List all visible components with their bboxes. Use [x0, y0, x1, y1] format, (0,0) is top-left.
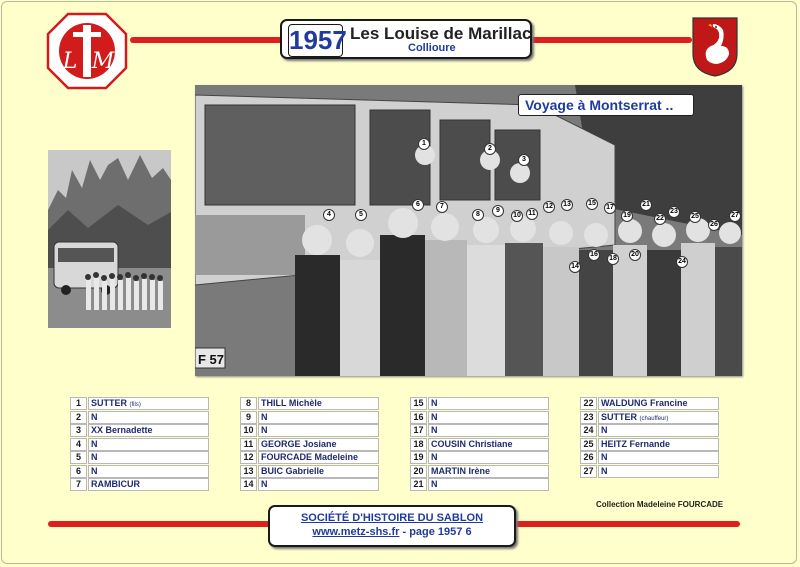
name-row	[70, 451, 209, 464]
person-name: N	[91, 452, 98, 462]
name-number: 20	[410, 465, 427, 478]
names-column-2	[240, 397, 379, 492]
name-number: 16	[410, 411, 427, 424]
name-row	[240, 451, 379, 464]
person-name: BUIC Gabrielle	[261, 465, 325, 476]
name-number: 25	[580, 438, 597, 451]
name-cell	[258, 411, 379, 424]
name-number: 7	[70, 478, 87, 491]
name-cell	[88, 465, 209, 478]
name-number: 4	[70, 438, 87, 451]
name-row	[410, 397, 549, 410]
footer-url-link[interactable]: www.metz-shs.fr	[312, 526, 400, 538]
person-name: XX Bernadette	[91, 425, 153, 435]
name-row	[70, 478, 209, 491]
name-cell	[88, 438, 209, 451]
name-row	[240, 424, 379, 437]
photo-marker-27: 27	[729, 210, 741, 222]
photo-marker-26: 26	[708, 219, 720, 231]
photo-marker-18: 18	[607, 253, 619, 265]
names-column-1	[70, 397, 209, 492]
name-row	[240, 438, 379, 451]
name-number: 21	[410, 478, 427, 491]
person-note: (fils)	[129, 402, 141, 408]
photo-marker-25: 25	[689, 211, 701, 223]
name-cell	[428, 478, 549, 491]
header-line-right	[530, 37, 692, 43]
name-cell	[88, 478, 209, 491]
name-row	[70, 397, 209, 410]
name-number: 14	[240, 478, 257, 491]
name-number: 8	[240, 397, 257, 410]
person-name: WALDUNG Francine	[601, 398, 688, 408]
person-name: N	[601, 465, 608, 476]
photo-marker-7: 7	[436, 201, 448, 213]
photo-marker-23: 23	[668, 206, 680, 218]
photo-marker-20: 20	[629, 249, 641, 261]
photo-marker-19: 19	[621, 210, 633, 222]
name-row	[580, 465, 719, 478]
footer-line-right	[514, 521, 740, 527]
name-row	[580, 438, 719, 451]
person-name: RAMBICUR	[91, 479, 140, 489]
names-column-3	[410, 397, 549, 492]
svg-text:L: L	[62, 49, 78, 74]
name-number: 3	[70, 424, 87, 437]
photo-marker-5: 5	[355, 209, 367, 221]
name-row	[410, 451, 549, 464]
photo-marker-8: 8	[472, 209, 484, 221]
person-name: FOURCADE Madeleine	[261, 452, 359, 462]
name-row	[580, 424, 719, 437]
person-name: N	[91, 465, 98, 476]
name-cell	[598, 424, 719, 437]
photo-marker-17: 17	[604, 202, 616, 214]
name-cell	[88, 424, 209, 437]
photo-marker-21: 21	[640, 199, 652, 211]
name-cell	[428, 465, 549, 478]
footer-box	[268, 505, 516, 547]
person-name: SUTTER	[91, 398, 127, 408]
person-name: N	[91, 411, 98, 422]
name-row	[580, 397, 719, 410]
name-cell	[258, 451, 379, 464]
name-number: 19	[410, 451, 427, 464]
person-name: N	[601, 452, 608, 462]
name-cell	[598, 465, 719, 478]
name-number: 5	[70, 451, 87, 464]
person-name: N	[261, 411, 268, 422]
name-number: 26	[580, 451, 597, 464]
name-cell	[258, 397, 379, 410]
photo-marker-15: 15	[586, 198, 598, 210]
name-number: 2	[70, 411, 87, 424]
photo-marker-1: 1	[418, 138, 430, 150]
name-number: 12	[240, 451, 257, 464]
photo-marker-6: 6	[412, 199, 424, 211]
name-row	[410, 411, 549, 424]
photo-marker-22: 22	[654, 213, 666, 225]
name-number: 17	[410, 424, 427, 437]
name-row	[70, 438, 209, 451]
name-number: 23	[580, 411, 597, 424]
name-number: 15	[410, 397, 427, 410]
name-cell	[88, 411, 209, 424]
name-cell	[258, 424, 379, 437]
name-number: 24	[580, 424, 597, 437]
person-name: N	[431, 479, 438, 489]
name-row	[580, 451, 719, 464]
main-photo	[195, 85, 742, 376]
photo-marker-14: 14	[569, 261, 581, 273]
name-cell	[428, 451, 549, 464]
name-row	[240, 411, 379, 424]
person-name: COUSIN Christiane	[431, 438, 513, 449]
lm-logo	[46, 12, 128, 90]
name-cell	[88, 397, 209, 410]
photo-marker-3: 3	[518, 154, 530, 166]
photo-caption: Voyage à Montserrat ..	[518, 94, 694, 116]
name-cell	[598, 438, 719, 451]
header-line-left	[130, 37, 282, 43]
name-cell	[258, 438, 379, 451]
person-name: N	[261, 425, 268, 435]
name-cell	[598, 451, 719, 464]
photo-marker-12: 12	[543, 201, 555, 213]
bus-plate: F 57	[198, 352, 225, 367]
photo-marker-4: 4	[323, 209, 335, 221]
title-year: 1957	[289, 25, 347, 55]
name-number: 10	[240, 424, 257, 437]
person-name: N	[431, 398, 438, 408]
photo-marker-11: 11	[526, 208, 538, 220]
name-number: 27	[580, 465, 597, 478]
name-cell	[598, 411, 719, 424]
person-name: N	[601, 425, 608, 435]
person-name: N	[431, 425, 438, 435]
photo-marker-16: 16	[588, 249, 600, 261]
name-row	[240, 478, 379, 491]
person-name: N	[91, 438, 98, 449]
person-name: MARTIN Irène	[431, 465, 491, 476]
name-number: 1	[70, 397, 87, 410]
small-photo	[48, 150, 171, 328]
name-cell	[258, 478, 379, 491]
person-name: N	[261, 479, 268, 489]
name-row	[410, 438, 549, 451]
photo-marker-9: 9	[492, 205, 504, 217]
photo-marker-13: 13	[561, 199, 573, 211]
coat-of-arms-icon	[691, 16, 739, 78]
footer-society-link[interactable]: SOCIÉTÉ D'HISTOIRE DU SABLON	[300, 512, 484, 524]
person-note: (chauffeur)	[639, 415, 669, 422]
title-place: Collioure	[408, 42, 456, 54]
svg-text:M: M	[91, 49, 115, 74]
name-number: 18	[410, 438, 427, 451]
name-row	[70, 424, 209, 437]
footer-site-line	[270, 526, 514, 538]
name-number: 11	[240, 438, 257, 451]
name-cell	[428, 424, 549, 437]
photo-marker-10: 10	[511, 210, 523, 222]
name-cell	[258, 465, 379, 478]
person-name: N	[431, 411, 438, 422]
name-number: 22	[580, 397, 597, 410]
names-column-4	[580, 397, 719, 478]
name-number: 6	[70, 465, 87, 478]
name-row	[580, 411, 719, 424]
person-name: GEORGE Josiane	[261, 438, 337, 449]
name-row	[410, 424, 549, 437]
name-cell	[88, 451, 209, 464]
name-cell	[428, 397, 549, 410]
name-row	[410, 465, 549, 478]
name-cell	[428, 411, 549, 424]
photo-marker-2: 2	[484, 143, 496, 155]
person-name: THILL Michèle	[261, 398, 322, 408]
title-box	[280, 19, 532, 59]
name-number: 9	[240, 411, 257, 424]
photo-marker-24: 24	[676, 256, 688, 268]
name-cell	[428, 438, 549, 451]
footer-page-label: - page 1957 6	[399, 526, 472, 538]
name-cell	[598, 397, 719, 410]
footer-line-left	[48, 521, 270, 527]
name-row	[240, 397, 379, 410]
name-row	[70, 411, 209, 424]
name-row	[70, 465, 209, 478]
collection-credit: Collection Madeleine FOURCADE	[596, 500, 724, 509]
name-row	[240, 465, 379, 478]
person-name: HEITZ Fernande	[601, 438, 671, 449]
title-name: Les Louise de Marillac	[350, 24, 532, 43]
name-row	[410, 478, 549, 491]
person-name: SUTTER	[601, 411, 637, 422]
person-name: N	[431, 452, 438, 462]
name-number: 13	[240, 465, 257, 478]
